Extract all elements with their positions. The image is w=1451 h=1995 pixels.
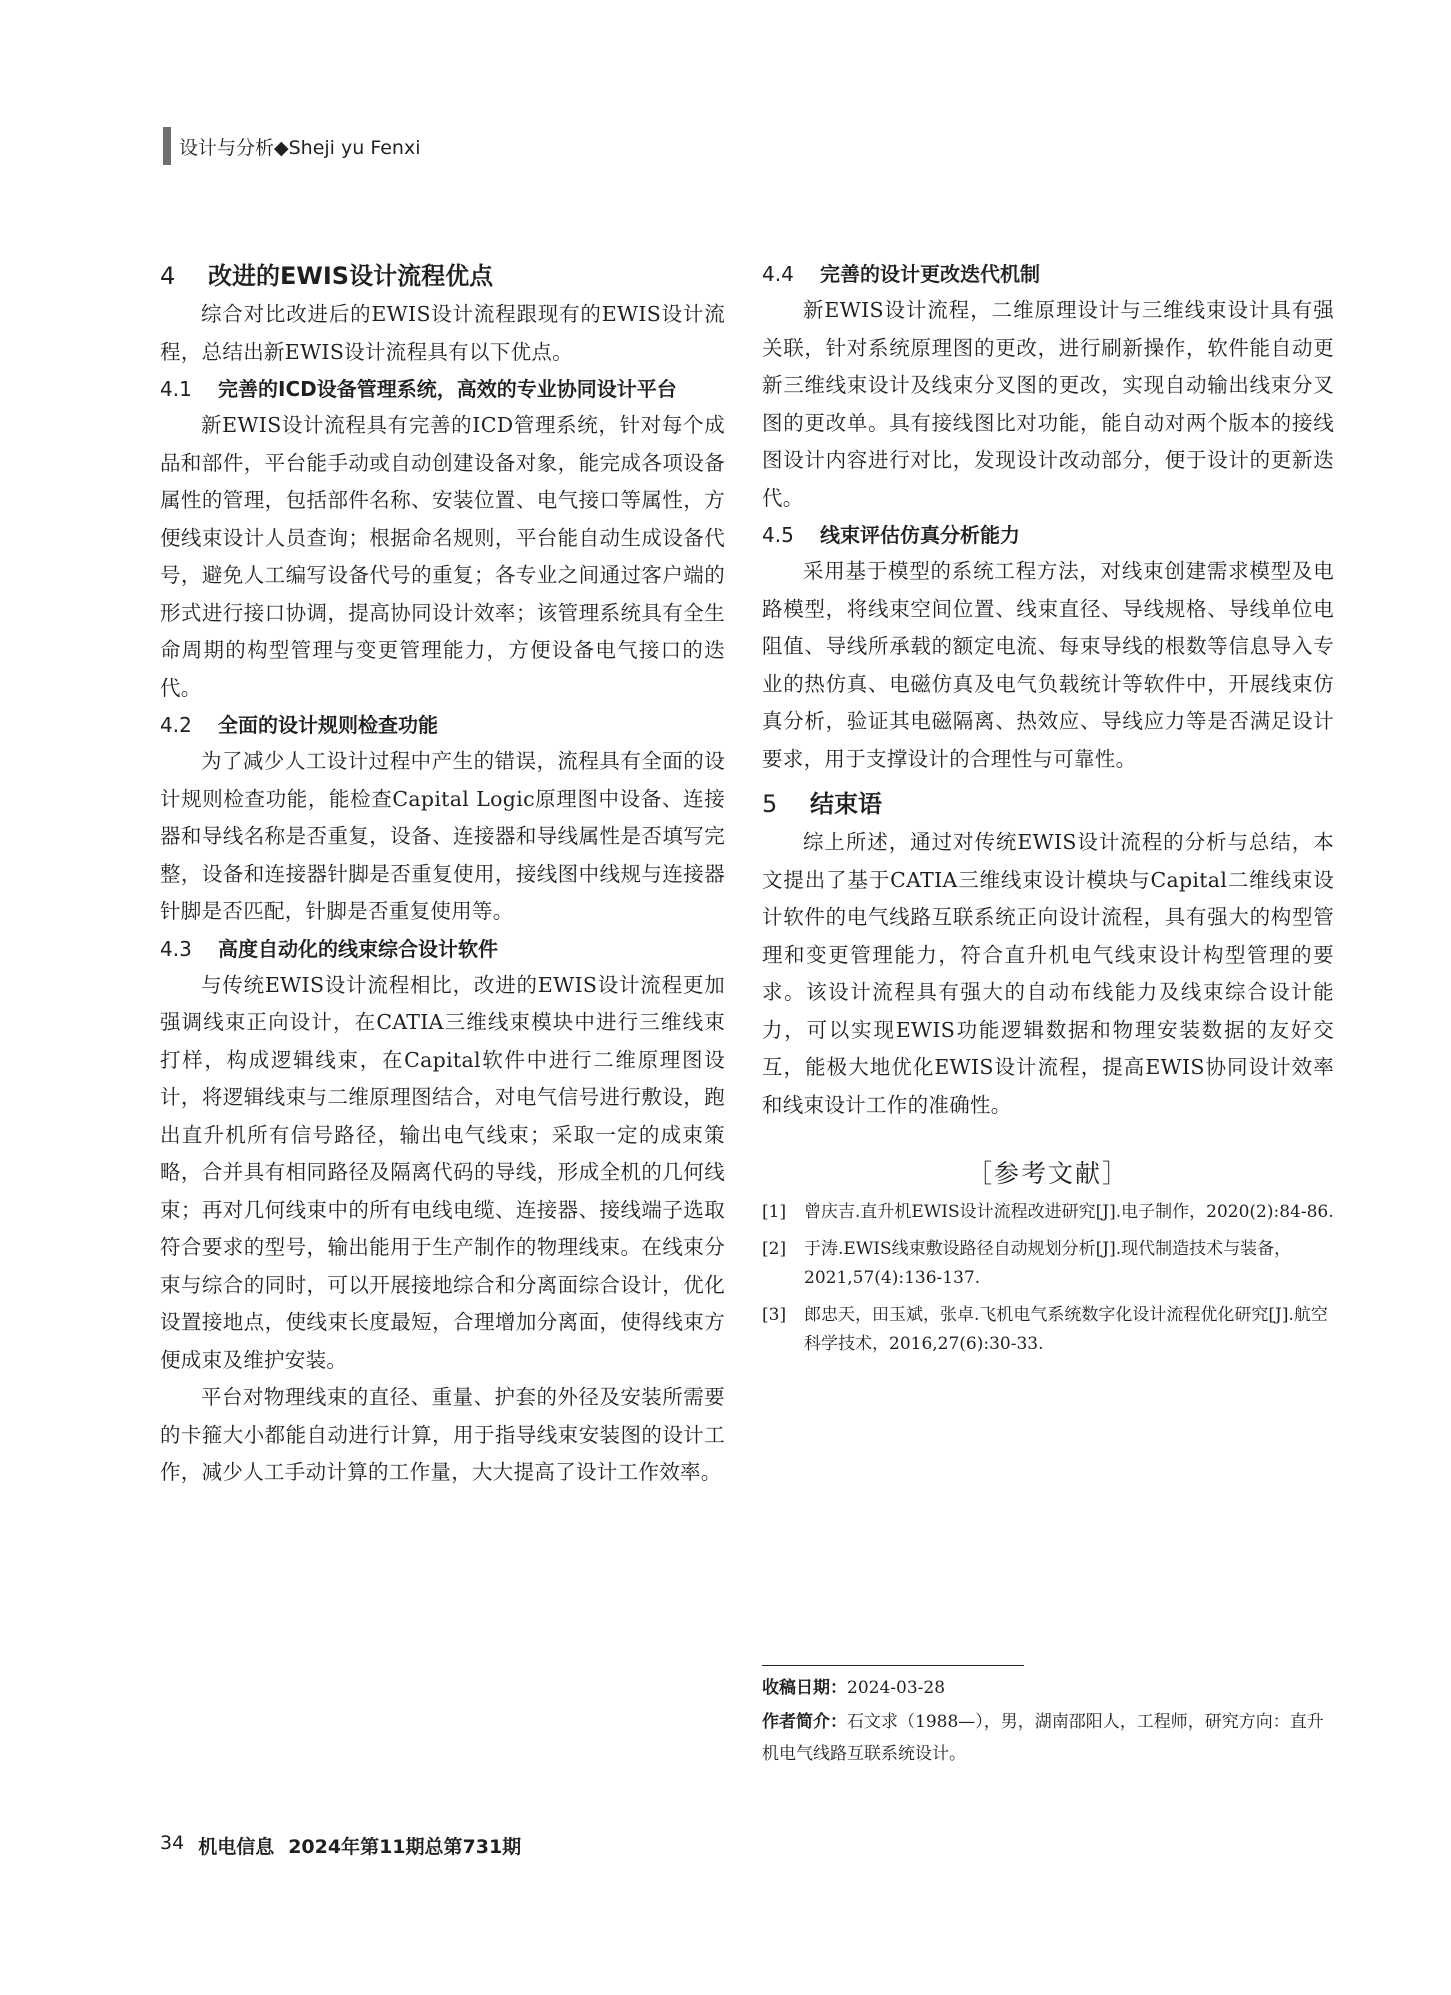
author-info: 石文求（1988—），男，湖南邵阳人，工程师，研究方向：直升机电气线路互联系统设计。 [762,1712,1324,1764]
subsection-number: 4.2 [160,713,192,737]
reference-item [762,1198,1334,1227]
subsection-number: 4.1 [160,377,192,401]
reference-number: [1] [762,1202,787,1222]
page-footer [160,1832,521,1859]
received-date: 2024-03-28 [847,1678,946,1698]
reference-text: 郎忠天，田玉斌，张卓.飞机电气系统数字化设计流程优化研究[J].航空科学技术，2016,27(6):30-33. [804,1305,1328,1354]
left-column [160,256,725,1492]
paragraph-4-3-a: 与传统EWIS设计流程相比，改进的EWIS设计流程更加强调线束正向设计，在CATIA三维线束模块中进行三维线束打样，构成逻辑线束，在Capital软件中进行二维原理图设计，将逻辑线束与二维原理图结合，对电气信号进行敷设，跑出直升机所有信号路径，输出电气线束；采取一定的成束策略，合并具有相同路径及隔离代码的导线，形成全机的几何线束；再对几何线束中的所有电线电缆、连接器、接线端子选取符合要求的型号，输出能用于生产制作的物理线束。在线束分束与综合的同时，可以开展接地综合和分离面综合设计，优化设置接地点，使线束长度最短，合理增加分离面，使得线束方便成束及维护安装。 [160,972,725,1372]
reference-item [762,1235,1334,1293]
section-4-2-heading [160,707,725,743]
section-number: 4 [160,262,176,290]
paragraph-4-3-b: 平台对物理线束的直径、重量、护套的外径及安装所需要的卡箍大小都能自动进行计算，用于指导线束安装图的设计工作，减少人工手动计算的工作量，大大提高了设计工作效率。 [160,1385,725,1484]
reference-text: 于涛.EWIS线束敷设路径自动规划分析[J].现代制造技术与装备，2021,57(4):136-137. [804,1239,1292,1288]
section-4-heading [160,256,725,296]
intro-paragraph: 综合对比改进后的EWIS设计流程跟现有的EWIS设计流程，总结出新EWIS设计流程具有以下优点。 [160,302,725,364]
subsection-number: 4.3 [160,936,192,961]
subsection-title: 完善的设计更改迭代机制 [820,262,1040,286]
section-4-1-heading [160,371,725,407]
paragraph-5: 综上所述，通过对传统EWIS设计流程的分析与总结，本文提出了基于CATIA三维线束设计模块与Capital二维线束设计软件的电气线路互联系统正向设计流程，具有强大的构型管理和变更管理能力，符合直升机电气线束设计构型管理的要求。该设计流程具有强大的自动布线能力及线束综合设计能力，可以实现EWIS功能逻辑数据和物理安装数据的友好交互，能极大地优化EWIS设计流程，提高EWIS协同设计效率和线束设计工作的准确性。 [762,830,1334,1117]
journal-name: 机电信息 [198,1836,275,1858]
footnote-received [762,1672,1334,1704]
subsection-title: 完善的ICD设备管理系统，高效的专业协同设计平台 [218,377,677,401]
issue-info: 2024年第11期总第731期 [288,1836,522,1858]
subsection-number: 4.4 [762,262,794,286]
paragraph-4-5: 采用基于模型的系统工程方法，对线束创建需求模型及电路模型，将线束空间位置、线束直径、导线规格、导线单位电阻值、导线所承载的额定电流、每束导线的根数等信息导入专业的热仿真、电磁仿真及电气负载统计等软件中，开展线束仿真分析，验证其电磁隔离、热效应、导线应力等是否满足设计要求，用于支撑设计的合理性与可靠性。 [762,559,1334,771]
header-text: 设计与分析◆Sheji yu Fenxi [179,136,421,159]
running-header [163,128,420,164]
section-4-4-heading [762,256,1334,292]
paragraph-4-1: 新EWIS设计流程具有完善的ICD管理系统，针对每个成品和部件，平台能手动或自动创建设备对象，能完成各项设备属性的管理，包括部件名称、安装位置、电气接口等属性，方便线束设计人员查询；根据命名规则，平台能自动生成设备代号，避免人工编写设备代号的重复；各专业之间通过客户端的形式进行接口协调，提高协同设计效率；该管理系统具有全生命周期的构型管理与变更管理能力，方便设备电气接口的迭代。 [160,413,725,700]
section-title: 结束语 [810,790,882,818]
subsection-title: 线束评估仿真分析能力 [820,523,1020,547]
subsection-title: 高度自动化的线束综合设计软件 [218,936,498,961]
author-label: 作者简介： [762,1712,847,1732]
section-4-5-heading [762,517,1334,553]
subsection-title: 全面的设计规则检查功能 [218,713,438,737]
references-title: ［参考文献］ [966,1159,1129,1188]
section-4-3-heading [160,931,725,967]
header-bar [163,127,171,165]
section-title: 改进的EWIS设计流程优点 [208,262,494,290]
subsection-number: 4.5 [762,523,794,547]
page-number: 34 [160,1832,185,1854]
section-number: 5 [762,790,778,818]
reference-text: 曾庆吉.直升机EWIS设计流程改进研究[J].电子制作，2020(2):84-86. [804,1202,1334,1222]
reference-number: [2] [762,1239,787,1259]
right-column [762,256,1334,1367]
footnote-rule [762,1665,1024,1666]
received-label: 收稿日期： [762,1678,847,1698]
paragraph-4-4: 新EWIS设计流程，二维原理设计与三维线束设计具有强关联，针对系统原理图的更改，进行刷新操作，软件能自动更新三维线束设计及线束分叉图的更改，实现自动输出线束分叉图的更改单。具有接线图比对功能，能自动对两个版本的接线图设计内容进行对比，发现设计改动部分，便于设计的更新迭代。 [762,298,1334,510]
paragraph-4-2: 为了减少人工设计过程中产生的错误，流程具有全面的设计规则检查功能，能检查Capital Logic原理图中设备、连接器和导线名称是否重复，设备、连接器和导线属性是否填写完整，设备和连接器针脚是否重复使用，接线图中线规与连接器针脚是否匹配，针脚是否重复使用等。 [160,749,725,923]
reference-number: [3] [762,1305,787,1325]
footnote-author [762,1706,1334,1770]
section-5-heading [762,784,1334,824]
reference-item [762,1301,1334,1359]
